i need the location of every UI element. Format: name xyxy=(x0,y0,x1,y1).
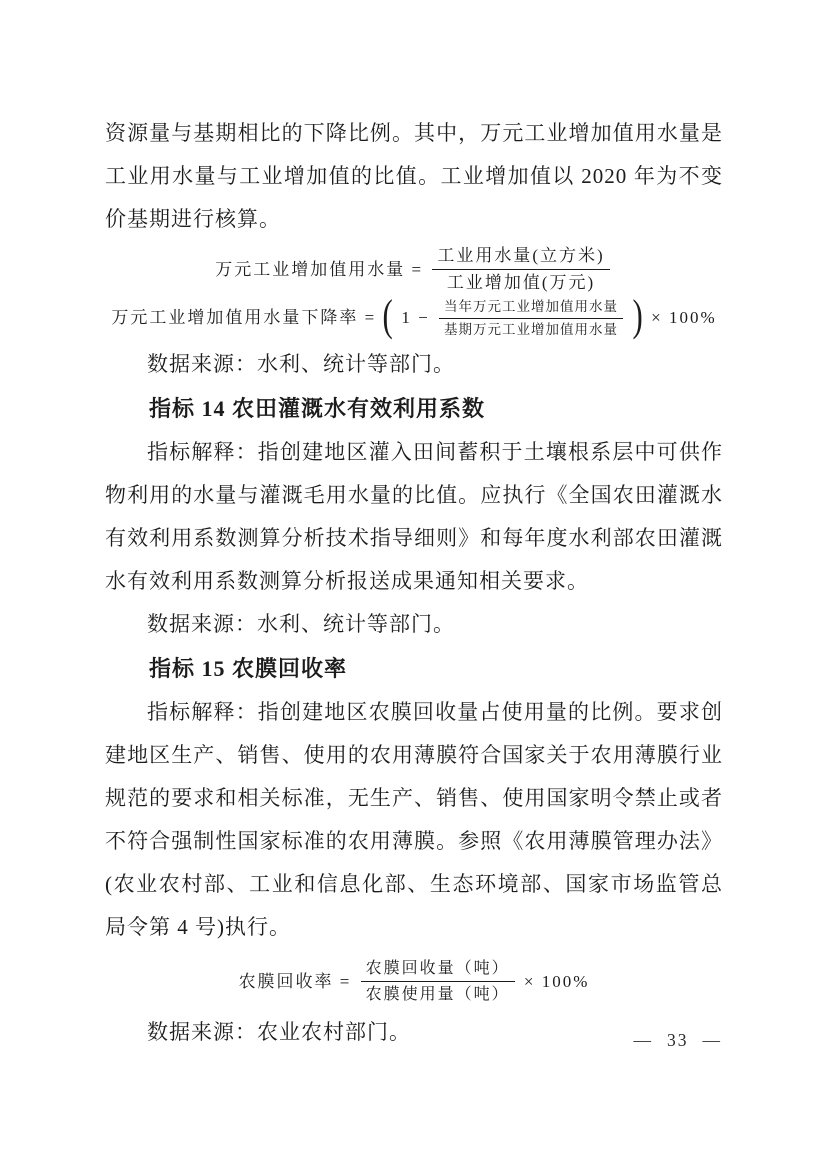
formula-lhs: 农膜回收率 = xyxy=(238,971,352,991)
indicator-14-heading: 指标 14 农田灌溉水有效利用系数 xyxy=(149,396,486,422)
indicator-15-explanation: 指标解释：指创建地区农膜回收量占使用量的比例。要求创建地区生产、销售、使用的农用薄膜符合国家关于农用薄膜行业规范的要求和相关标准，无生产、销售、使用国家明令禁止或者不符合强制性国家标准的农用薄膜。参照《农用薄膜管理办法》(农业农村部、工业和信息化部、生态环境部、国家市场监管总局令第 4 号)执行。 xyxy=(105,700,723,940)
intro-paragraph: 资源量与基期相比的下降比例。其中，万元工业增加值用水量是工业用水量与工业增加值的比值。工业增加值以 2020 年为不变价基期进行核算。 xyxy=(105,121,723,231)
page-footer xyxy=(634,1030,723,1051)
formula-film-recycle-rate xyxy=(105,959,723,1004)
fraction-numerator: 当年万元工业增加值用水量 xyxy=(439,299,623,319)
formula-water-decline-rate: 万元工业增加值用水量下降率 = ( 1 − $\frac{\text{当年万元工业增加值用水量}}{\text{基期万元工业增加值用水量}}$ ) × 100% xyxy=(111,291,717,341)
fraction-numerator: 农膜回收量（吨） xyxy=(361,959,515,982)
indicator-15-heading: 指标 15 农膜回收率 xyxy=(149,656,348,682)
footer-dash: — xyxy=(702,1030,722,1050)
indicator-14-explanation: 指标解释：指创建地区灌入田间蓄积于土壤根系层中可供作物利用的水量与灌溉毛用水量的比值。应执行《全国农田灌溉水有效利用系数测算分析技术指导细则》和每年度水利部农田灌溉水有效利用系数测算分析报送成果通知相关要求。 xyxy=(105,440,723,594)
fraction-denominator: 基期万元工业增加值用水量 xyxy=(443,321,618,337)
one-minus-term: 1 − xyxy=(401,308,430,328)
formula-suffix: × 100% xyxy=(523,971,590,991)
page-content xyxy=(105,112,723,1054)
formula-suffix: × 100% xyxy=(651,308,717,328)
data-source-line: 数据来源：农业农村部门。 xyxy=(147,1019,411,1044)
formula-lhs: 万元工业增加值用水量 = xyxy=(215,259,424,279)
fraction-denominator: 工业增加值(万元) xyxy=(446,273,596,293)
formula-fraction xyxy=(361,959,515,1004)
page-number: 33 xyxy=(667,1030,689,1050)
formula-lhs: 万元工业增加值用水量下降率 = xyxy=(111,308,377,328)
formula-fraction xyxy=(432,246,609,294)
fraction-numerator: 工业用水量(立方米) xyxy=(432,246,609,270)
data-source-line: 数据来源：水利、统计等部门。 xyxy=(147,612,455,637)
formula-fraction xyxy=(439,299,623,338)
fraction-denominator: 农膜使用量（吨） xyxy=(365,986,510,1004)
formula-water-intensity xyxy=(105,246,723,294)
footer-dash: — xyxy=(633,1030,653,1050)
data-source-line: 数据来源：水利、统计等部门。 xyxy=(147,352,455,377)
